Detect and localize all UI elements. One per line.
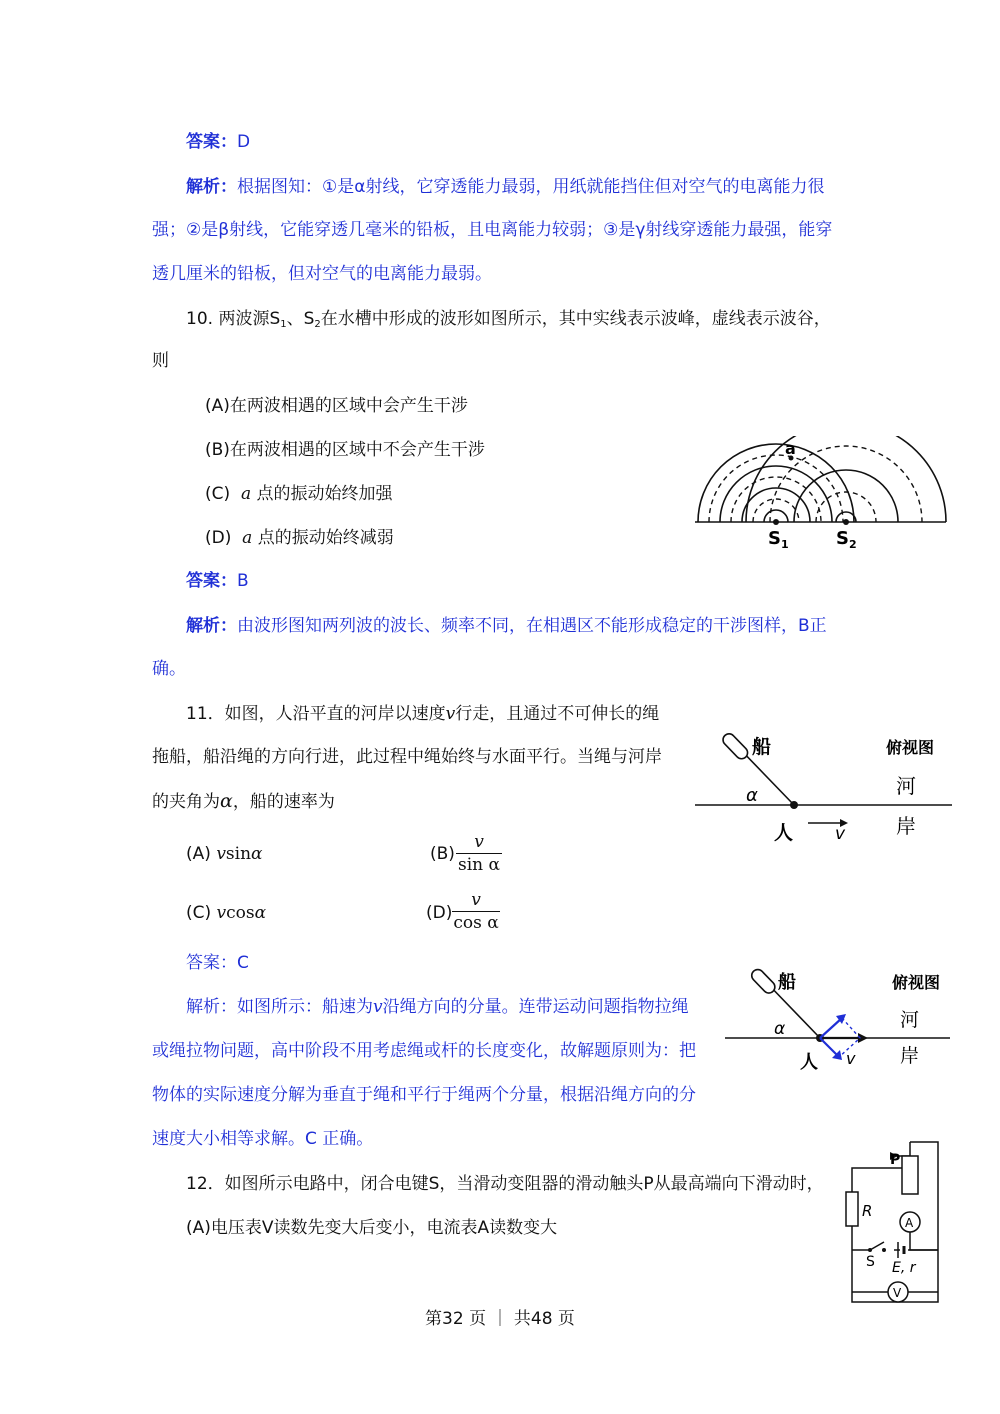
- analysis-label: 解析：: [186, 177, 237, 197]
- q11-option-d-fraction: [452, 890, 500, 933]
- option-label: (D): [205, 528, 232, 548]
- person-label: 人: [774, 822, 794, 844]
- q11-option-b-fraction: [456, 832, 502, 875]
- answer-value: B: [237, 571, 249, 591]
- label-er: E, r: [892, 1260, 916, 1276]
- s1-point: [773, 519, 779, 525]
- subscript: 1: [280, 319, 287, 330]
- analysis-text: 根据图知：①是α射线，它穿透能力最弱，用纸就能挡住但对空气的电离能力很: [237, 177, 825, 197]
- q10-stem-line2: 则: [152, 351, 169, 371]
- analysis-text: 由波形图知两列波的波长、频率不同，在相遇区不能形成稳定的干涉图样，B正: [237, 616, 827, 636]
- q11-analysis-line1: [186, 996, 689, 1018]
- option-fn: cos: [226, 903, 255, 923]
- resistor-r: [846, 1192, 858, 1226]
- q10-answer: [186, 570, 249, 592]
- option-label: (C): [186, 903, 212, 923]
- label-s: S: [866, 1254, 875, 1270]
- bank-label: 岸: [900, 1045, 920, 1067]
- s1-label: $S_1$: [768, 528, 789, 551]
- q12-stem: 12．如图所示电路中，闭合电键S，当滑动变阻器的滑动触头P从最高端向下滑动时，: [186, 1174, 824, 1194]
- component-perpendicular: [820, 1018, 842, 1038]
- label-v: V: [893, 1286, 902, 1300]
- fraction-bar: [456, 853, 502, 854]
- label-a: A: [905, 1216, 914, 1230]
- q11-analysis-line3: 物体的实际速度分解为垂直于绳和平行于绳两个分量，根据沿绳方向的分: [152, 1085, 696, 1105]
- fraction-numerator: v: [474, 832, 484, 852]
- q11-stem-line1: [186, 703, 659, 725]
- analysis-label: 解析：: [186, 616, 237, 636]
- bank-label: 岸: [896, 814, 916, 838]
- v-label: v: [846, 1049, 856, 1068]
- q10-analysis-line1: [186, 615, 827, 637]
- q11-option-b-label: (B): [430, 844, 455, 864]
- q11-stem-line3: [152, 790, 335, 813]
- wave-interference-figure: [690, 436, 950, 554]
- option-var: v: [216, 903, 227, 923]
- stem-part: 10. 两波源S: [186, 309, 281, 329]
- stem-part: ，船的速率为: [232, 792, 335, 812]
- stem-part: 行走，且通过不可伸长的绳: [455, 704, 660, 724]
- boat-label: 船: [752, 736, 772, 758]
- label-r: R: [862, 1202, 873, 1220]
- s2-crest: [746, 436, 946, 522]
- s1-trough: [731, 477, 821, 522]
- river-label: 河: [896, 774, 916, 798]
- s2-point: [843, 519, 849, 525]
- page-footer: 第32 页 ｜ 共48 页: [425, 1309, 575, 1329]
- q10-option-d: [205, 527, 394, 549]
- boat-shape: [749, 967, 777, 995]
- option-text: 点的振动始终减弱: [257, 528, 394, 548]
- stem-alpha: α: [220, 790, 233, 812]
- q11-stem-line2: 拖船，船沿绳的方向行进，此过程中绳始终与水面平行。当绳与河岸: [152, 747, 662, 767]
- subscript: 2: [314, 319, 321, 330]
- view-label: 俯视图: [886, 738, 935, 757]
- boat-label: 船: [778, 972, 796, 993]
- alpha-label: α: [746, 785, 758, 806]
- label-p: P: [890, 1152, 901, 1168]
- person-label: 人: [800, 1052, 818, 1073]
- s2-label: $S_2$: [836, 528, 857, 551]
- q9-answer: [186, 131, 250, 153]
- fraction-numerator: v: [471, 890, 481, 910]
- option-var: a: [242, 528, 253, 548]
- analysis-text: 沿绳方向的分量。连带运动问题指物拉绳: [382, 997, 689, 1017]
- point-a-label: a: [785, 439, 796, 458]
- velocity-decomposition-figure: [720, 962, 955, 1077]
- q9-analysis-line1: [186, 176, 824, 198]
- stem-part: 的夹角为: [152, 792, 220, 812]
- option-var: a: [240, 484, 252, 504]
- option-label: (A): [186, 844, 211, 864]
- circuit-figure: [840, 1138, 945, 1308]
- q10-stem: [186, 308, 831, 336]
- option-label: (C): [205, 484, 231, 504]
- fraction-denominator: cos α: [453, 913, 499, 933]
- stem-var: v: [445, 704, 456, 724]
- option-text: 点的振动始终加强: [256, 484, 393, 504]
- q11-option-d-label: (D): [426, 903, 453, 923]
- option-alpha: α: [251, 844, 263, 864]
- switch-contact: [868, 1248, 872, 1252]
- q10-option-c: [205, 483, 393, 505]
- river-label: 河: [900, 1009, 920, 1031]
- q10-analysis-line2: 确。: [152, 659, 186, 679]
- stem-part: 11．如图，人沿平直的河岸以速度: [186, 704, 446, 724]
- fraction-denominator: sin α: [458, 855, 500, 875]
- q11-option-a: [186, 843, 263, 865]
- q10-option-b: (B)在两波相遇的区域中不会产生干涉: [205, 440, 485, 460]
- option-alpha: α: [254, 903, 267, 923]
- s2-trough: [816, 492, 876, 522]
- stem-part: 在水槽中形成的波形如图所示，其中实线表示波峰，虚线表示波谷，: [320, 309, 831, 329]
- v-label: v: [835, 824, 846, 844]
- analysis-text: 解析：如图所示：船速为: [186, 997, 373, 1017]
- answer-label: 答案：: [186, 132, 237, 152]
- q9-analysis-line3: 透几厘米的铅板，但对空气的电离能力最弱。: [152, 264, 492, 284]
- person-point: [790, 801, 798, 809]
- option-fn: sin: [225, 844, 252, 864]
- option-var: v: [216, 844, 226, 864]
- answer-label: 答案：: [186, 571, 237, 591]
- river-towing-figure: [690, 725, 955, 850]
- q10-option-a: (A)在两波相遇的区域中会产生干涉: [205, 396, 468, 416]
- switch-contact: [882, 1248, 886, 1252]
- view-label: 俯视图: [892, 973, 941, 992]
- q11-analysis-line2: 或绳拉物问题，高中阶段不用考虑绳或杆的长度变化，故解题原则为：把: [152, 1041, 696, 1061]
- q12-option-a: (A)电压表V读数先变大后变小，电流表A读数变大: [186, 1218, 558, 1238]
- fraction-bar: [452, 911, 500, 912]
- stem-part: 、S: [286, 309, 315, 329]
- alpha-label: α: [774, 1019, 786, 1039]
- q11-answer: 答案：C: [186, 953, 249, 973]
- circuit-wire: [870, 1242, 884, 1250]
- q9-analysis-line2: 强；②是β射线，它能穿透几毫米的铅板，且电离能力较弱；③是γ射线穿透能力最强，能穿: [152, 220, 833, 240]
- answer-value: D: [237, 132, 251, 152]
- component-along-rope: [820, 1038, 838, 1056]
- boat-shape: [721, 731, 750, 761]
- rheostat: [902, 1156, 918, 1194]
- q11-analysis-line4: 速度大小相等求解。C 正确。: [152, 1129, 374, 1149]
- q11-option-c: [186, 902, 266, 924]
- analysis-var: v: [373, 997, 383, 1017]
